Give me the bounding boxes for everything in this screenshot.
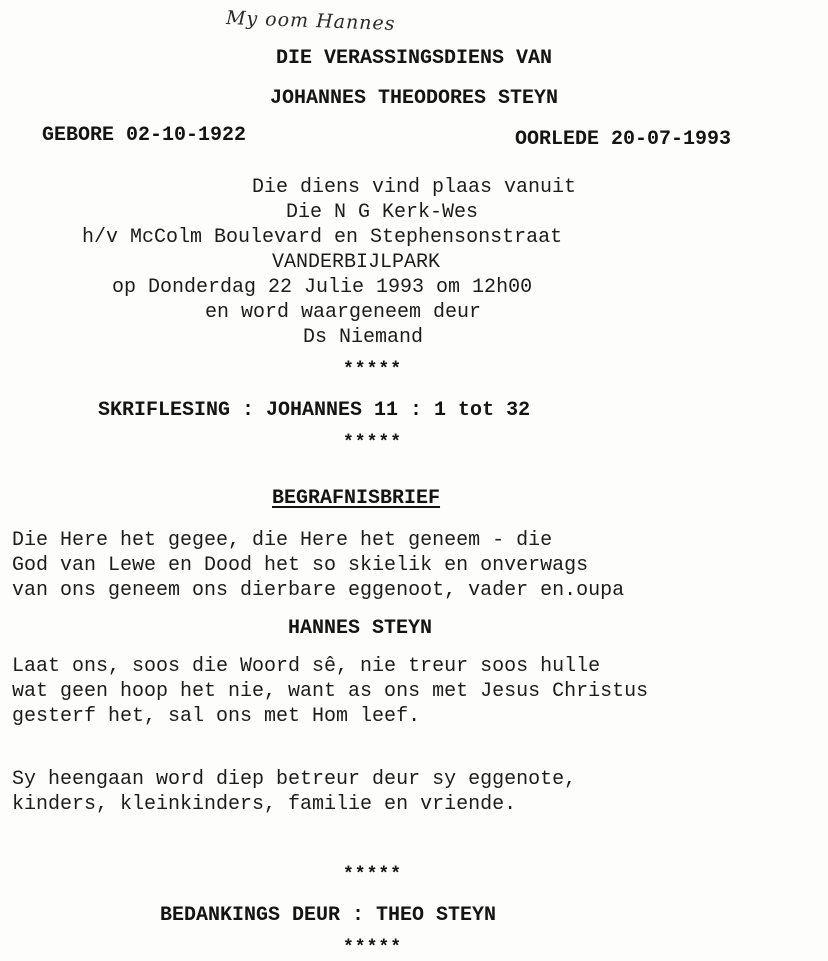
letter-heading: BEGRAFNISBRIEF: [272, 487, 441, 510]
letter-line: wat geen hoop het nie, want as ons met Jesus Christus: [12, 680, 649, 703]
letter-line: kinders, kleinkinders, familie en vriende.: [12, 793, 517, 816]
letter-line: Laat ons, soos die Woord sê, nie treur soos hulle: [12, 655, 601, 678]
letter-line: gesterf het, sal ons met Hom leef.: [12, 705, 421, 728]
service-line-1: Die diens vind plaas vanuit: [251, 176, 577, 199]
letter-line: Sy heengaan word diep betreur deur sy eggenote,: [12, 768, 577, 791]
separator-3: *****: [343, 865, 403, 885]
death-date: OORLEDE 20-07-1993: [515, 128, 732, 151]
handwritten-note: My oom Hannes: [225, 7, 396, 35]
separator-1: *****: [343, 360, 403, 380]
separator-2: *****: [343, 433, 403, 453]
deceased-name: HANNES STEYN: [288, 617, 433, 640]
letter-paragraph-2: [12, 654, 648, 729]
service-line-4: VANDERBIJLPARK: [272, 251, 441, 274]
letter-paragraph-3: [12, 767, 576, 817]
thanks-line: BEDANKINGS DEUR : THEO STEYN: [160, 904, 497, 927]
letter-line: van ons geneem ons dierbare eggenoot, vader en.oupa: [12, 579, 625, 602]
separator-4: *****: [343, 938, 403, 958]
birth-date: GEBORE 02-10-1922: [42, 124, 247, 147]
service-line-6: en word waargeneem deur: [205, 301, 482, 324]
letter-line: God van Lewe en Dood het so skielik en onverwags: [12, 554, 589, 577]
service-line-7: Ds Niemand: [303, 326, 424, 349]
letter-line: Die Here het gegee, die Here het geneem - die: [12, 529, 553, 552]
deceased-full-name: JOHANNES THEODORES STEYN: [269, 87, 559, 110]
service-line-3: h/v McColm Boulevard en Stephensonstraat: [82, 226, 563, 249]
letter-paragraph-1: [12, 528, 624, 603]
program-title: DIE VERASSINGSDIENS VAN: [275, 47, 553, 70]
service-line-5: op Donderdag 22 Julie 1993 om 12h00: [112, 276, 533, 299]
service-line-2: Die N G Kerk-Wes: [286, 201, 479, 224]
scripture-reading: SKRIFLESING : JOHANNES 11 : 1 tot 32: [98, 399, 531, 422]
